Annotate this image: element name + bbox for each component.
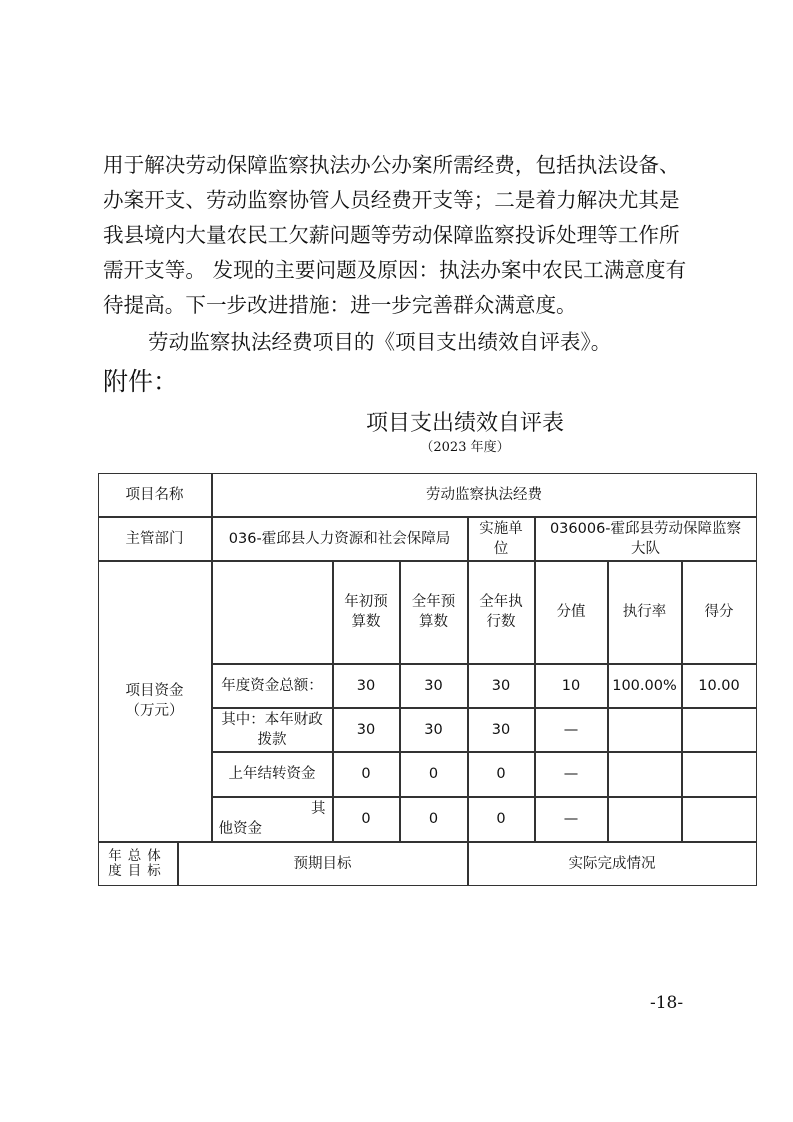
goal-actual-header — [468, 842, 757, 886]
column-header — [535, 561, 608, 664]
impl-label — [468, 517, 535, 561]
cell-text: 30 — [424, 721, 443, 738]
table-cell — [333, 752, 400, 797]
page-number: -18- — [650, 993, 684, 1013]
table-cell — [400, 752, 468, 797]
cell-text: — — [563, 721, 579, 738]
table-cell — [608, 708, 682, 752]
cell-text: 主管部门 — [125, 530, 184, 547]
cell-text: 年总体 — [108, 847, 167, 864]
cell-text: 其 — [311, 801, 326, 817]
cell-text: 0 — [496, 811, 506, 827]
cell-text: 项目名称 — [125, 486, 184, 503]
column-header — [333, 561, 400, 664]
body-line: 需开支等。 发现的主要问题及原因：执法办案中农民工满意度有 — [103, 258, 687, 282]
table-cell — [682, 664, 757, 708]
closing-line: 劳动监察执法经费项目的《项目支出绩效自评表》。 — [148, 330, 612, 354]
table-cell — [535, 664, 608, 708]
funds-label — [98, 561, 212, 842]
table-year: （2023 年度） — [420, 440, 510, 455]
body-line: 我县境内大量农民工欠薪问题等劳动保障监察投诉处理等工作所 — [103, 223, 680, 247]
table-cell — [608, 664, 682, 708]
cell-text: 算数 — [351, 614, 381, 630]
body-line: 用于解决劳动保障监察执法办公办案所需经费，包括执法设备、 — [103, 153, 680, 177]
cell-text: （万元） — [125, 703, 184, 719]
cell-text: 30 — [491, 677, 511, 694]
cell-text: 执行率 — [622, 604, 667, 620]
table-cell — [400, 664, 468, 708]
row-label — [212, 752, 333, 797]
cell-text: 位 — [493, 540, 509, 557]
cell-text: 上年结转资金 — [228, 766, 316, 782]
cell-text: 年初预 — [344, 594, 388, 610]
cell-text: 0 — [428, 811, 439, 827]
table-title: 项目支出绩效自评表 — [365, 411, 564, 436]
cell-text: — — [563, 811, 579, 827]
body-line: 办案开支、劳动监察协管人员经费开支等；二是着力解决尤其是 — [103, 188, 680, 212]
table-cell — [608, 752, 682, 797]
row-label — [212, 664, 333, 708]
cell-text: 度目标 — [108, 862, 167, 879]
table-cell — [333, 797, 400, 842]
attachment-label: 附件： — [103, 367, 179, 396]
impl-value — [535, 517, 757, 561]
dept-label — [98, 517, 212, 561]
cell-text: 30 — [356, 721, 376, 738]
cell-text: 实施单 — [479, 520, 523, 537]
empty-header-cell — [212, 561, 333, 664]
cell-text: 0 — [496, 766, 506, 782]
cell-text: 0 — [361, 811, 371, 827]
table-cell — [535, 752, 608, 797]
goal-label — [98, 842, 178, 886]
cell-text: 预期目标 — [293, 855, 352, 872]
row-label — [212, 708, 333, 752]
cell-text: 10.00 — [698, 677, 740, 694]
table-cell — [333, 708, 400, 752]
cell-text: 拨款 — [257, 731, 287, 748]
column-header — [682, 561, 757, 664]
table-cell — [468, 797, 535, 842]
project-name-label — [98, 473, 212, 517]
goal-expected-header — [178, 842, 468, 886]
cell-text: 其中：本年财政 — [221, 711, 323, 728]
cell-text: 分值 — [556, 604, 586, 620]
table-cell — [682, 752, 757, 797]
column-header — [400, 561, 468, 664]
cell-text: 得分 — [704, 604, 734, 620]
table-cell — [468, 708, 535, 752]
table-cell — [535, 708, 608, 752]
cell-text: 10 — [561, 677, 581, 694]
column-header — [608, 561, 682, 664]
cell-text: 行数 — [486, 614, 516, 630]
cell-text: 30 — [356, 677, 376, 694]
cell-text: 实际完成情况 — [568, 855, 656, 872]
cell-text: 大队 — [631, 540, 660, 557]
table-cell — [468, 752, 535, 797]
table-cell — [608, 797, 682, 842]
cell-text: — — [563, 766, 579, 782]
table-cell — [682, 708, 757, 752]
table-cell — [468, 664, 535, 708]
row-label — [212, 797, 333, 842]
dept-value — [212, 517, 468, 561]
project-name-value — [212, 473, 757, 517]
cell-text: 项目资金 — [125, 683, 184, 699]
cell-text: 100.00% — [612, 677, 677, 694]
table-cell — [682, 797, 757, 842]
table-cell — [400, 708, 468, 752]
cell-text: 036-霍邱县人力资源和社会保障局 — [228, 530, 451, 547]
cell-text: 他资金 — [218, 821, 262, 837]
cell-text: 全年预 — [411, 594, 456, 610]
body-line: 待提高。下一步改进措施：进一步完善群众满意度。 — [103, 293, 577, 317]
cell-text: 0 — [361, 766, 371, 782]
table-cell — [535, 797, 608, 842]
cell-text: 036006-霍邱县劳动保障监察 — [549, 520, 742, 537]
cell-text: 30 — [424, 677, 443, 694]
cell-text: 劳动监察执法经费 — [426, 486, 542, 503]
cell-text: 全年执 — [479, 594, 523, 610]
table-cell — [333, 664, 400, 708]
cell-text: 年度资金总额： — [221, 677, 323, 694]
cell-text: 30 — [491, 721, 511, 738]
cell-text: 算数 — [419, 614, 448, 630]
table-cell — [400, 797, 468, 842]
column-header — [468, 561, 535, 664]
cell-text: 0 — [428, 766, 439, 782]
